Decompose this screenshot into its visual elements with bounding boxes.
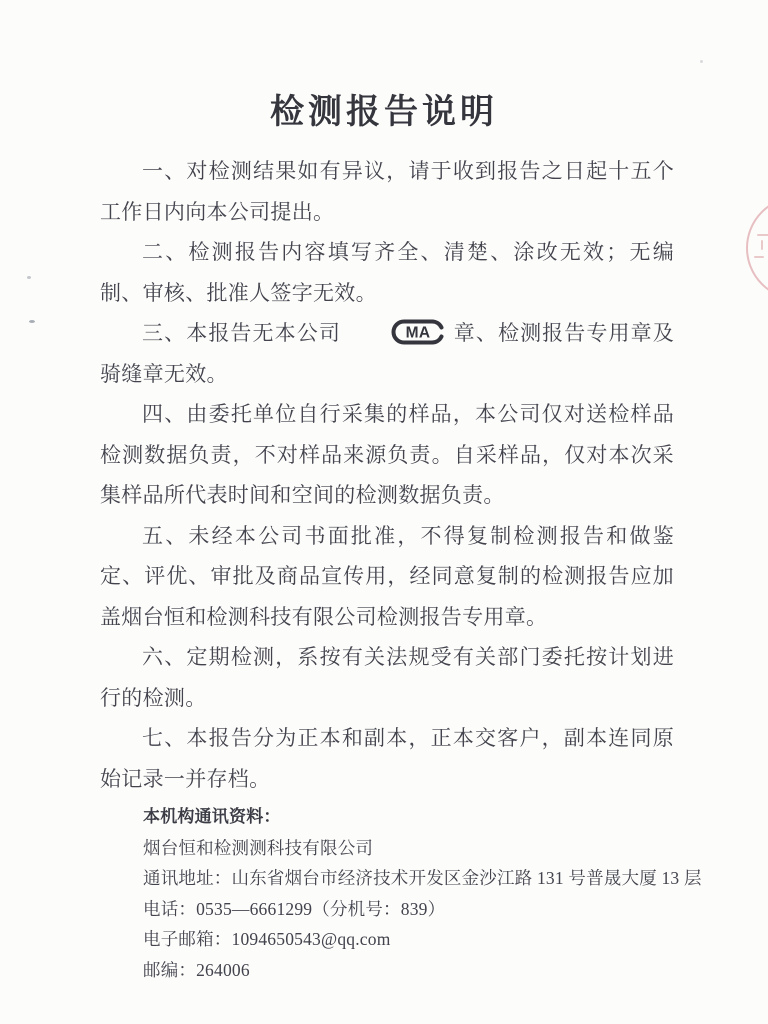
paragraph-3 (100, 313, 674, 394)
contact-company: 烟台恒和检测测科技有限公司 (143, 837, 374, 858)
contact-address: 通讯地址：山东省烟台市经济技术开发区金沙江路 131 号普晟大厦 13 层 (143, 868, 702, 889)
paragraph-1: 一、对检测结果如有异议，请于收到报告之日起十五个工作日内向本公司提出。 (100, 159, 674, 224)
paragraph-3-text-after: 章、检测报告专用章及骑缝章无效。 (100, 321, 675, 386)
paragraph-2: 二、检测报告内容填写齐全、清楚、涂改无效；无编制、审核、批准人签字无效。 (100, 240, 674, 305)
red-seal-stamp-partial (746, 196, 768, 300)
contact-email: 电子邮箱：1094650543@qq.com (143, 929, 391, 950)
seal-fragment (754, 256, 764, 258)
contact-phone: 电话：0535—6661299（分机号：839） (143, 898, 446, 919)
contact-zip: 邮编：264006 (143, 959, 250, 980)
page-title: 检测报告说明 (270, 94, 498, 131)
scan-speck (700, 60, 703, 63)
scan-speck (27, 276, 31, 279)
seal-fragment (761, 240, 763, 250)
paragraph-7: 七、本报告分为正本和副本，正本交客户，副本连同原始记录一并存档。 (100, 726, 674, 791)
contact-heading: 本机构通讯资料： (143, 807, 281, 826)
seal-fragment (757, 234, 768, 236)
paragraph-3-text-before: 三、本报告无本公司 (142, 321, 341, 345)
paragraph-4: 四、由委托单位自行采集的样品，本公司仅对送检样品检测数据负责，不对样品来源负责。自采样品，仅对本次采集样品所代表时间和空间的检测数据负责。 (100, 402, 674, 507)
cma-mark-icon (348, 318, 446, 346)
document-body (100, 151, 674, 799)
contact-block (143, 802, 768, 986)
paragraph-5: 五、未经本公司书面批准，不得复制检测报告和做鉴定、评优、审批及商品宣传用，经同意复制的检测报告应加盖烟台恒和检测科技有限公司检测报告专用章。 (100, 523, 674, 629)
scan-speck (29, 320, 35, 323)
cma-mark-letters: MA (405, 324, 431, 342)
paragraph-6: 六、定期检测，系按有关法规受有关部门委托按计划进行的检测。 (100, 645, 674, 710)
